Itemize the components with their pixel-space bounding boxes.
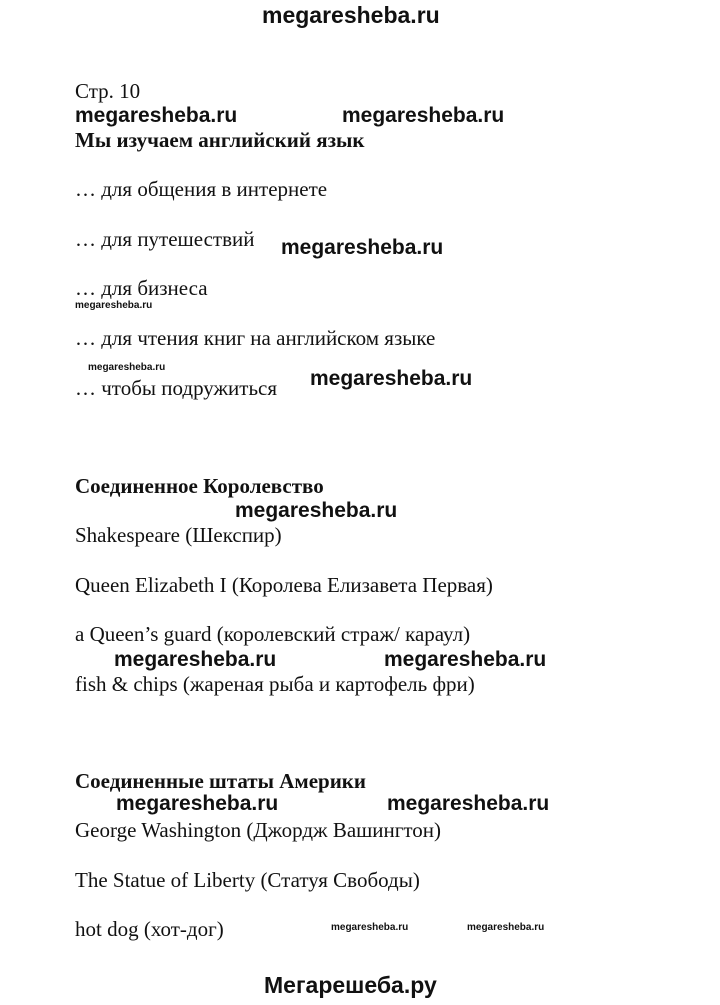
watermark: megaresheba.ru — [114, 648, 277, 671]
list-item: Shakespeare (Шекспир) — [75, 523, 282, 547]
site-header[interactable]: megaresheba.ru — [262, 2, 440, 28]
watermark: megaresheba.ru — [75, 104, 238, 127]
list-item: hot dog (хот-дог) — [75, 917, 224, 941]
watermark: megaresheba.ru — [75, 300, 153, 311]
list-item: fish & chips (жареная рыба и картофель фри) — [75, 672, 475, 696]
list-item: Queen Elizabeth I (Королева Елизавета Первая) — [75, 573, 493, 597]
page-label: Стр. 10 — [75, 79, 141, 103]
section-title-learning: Мы изучаем английский язык — [75, 128, 365, 152]
watermark: megaresheba.ru — [331, 922, 409, 933]
watermark: megaresheba.ru — [310, 367, 473, 390]
watermark: megaresheba.ru — [281, 236, 444, 259]
watermark: megaresheba.ru — [116, 792, 279, 815]
list-item: … для бизнеса — [75, 276, 208, 300]
watermark: megaresheba.ru — [88, 362, 166, 373]
site-footer[interactable]: Мегарешеба.ру — [264, 972, 437, 998]
watermark: megaresheba.ru — [387, 792, 550, 815]
list-item: George Washington (Джордж Вашингтон) — [75, 818, 442, 842]
list-item: … чтобы подружиться — [75, 376, 278, 400]
watermark: megaresheba.ru — [467, 922, 545, 933]
list-item: … для общения в интернете — [75, 177, 328, 201]
list-item: … для путешествий — [75, 227, 255, 251]
list-item: The Statue of Liberty (Статуя Свободы) — [75, 868, 420, 892]
watermark: megaresheba.ru — [342, 104, 505, 127]
list-item: a Queen’s guard (королевский страж/ караул) — [75, 622, 471, 646]
list-item: … для чтения книг на английском языке — [75, 326, 436, 350]
section-title-uk: Соединенное Королевство — [75, 474, 324, 498]
watermark: megaresheba.ru — [235, 499, 398, 522]
section-title-usa: Соединенные штаты Америки — [75, 769, 367, 793]
watermark: megaresheba.ru — [384, 648, 547, 671]
